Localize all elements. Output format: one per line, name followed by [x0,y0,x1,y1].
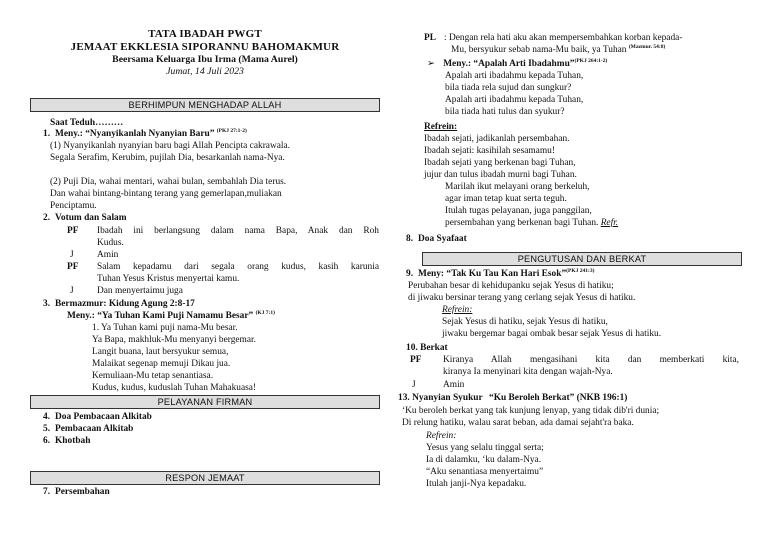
role-label: J [70,286,74,296]
lyric-line: ‘Ku beroleh berkat yang tak kunjung lenyap, yang tidak dib'ri dunia; [402,406,660,416]
lyric-line: Langit buana, laut bersyukur semua, [92,347,229,357]
item-number: 9. [406,269,414,279]
lyric-line: bila tiada hati tulus dan syukur? [445,107,565,117]
doc-title-line2: JEMAAT EKKLESIA SIPORANNU BAHOMAKMUR [70,41,340,53]
item-title: Persembahan [55,487,110,497]
item-number: 3. [43,299,51,309]
lyric-line: 1. Ya Tuhan kami puji nama-Mu besar. [92,323,238,333]
refrein-label: Refrein: [442,305,473,315]
item-number: 2. [43,213,51,223]
role-label: PF [410,355,422,365]
item-title: Nyanyian Syukur [412,393,483,403]
song-reference: (PKJ 241:3) [566,268,595,274]
song-title: Meny.: “Nyanyikanlah Nyanyian Baru” [55,129,215,139]
song-title: Meny.: “Apalah Arti Ibadahmu” [443,59,575,69]
lyric-line: Kudus, kudus, kuduslah Tuhan Mahakuasa! [92,383,257,393]
lyric-line: Perubahan besar di kehidupanku sejak Yesus di hatiku; [408,281,614,291]
lyric-line: Itulah janji-Nya kepadaku. [426,479,527,489]
item-title: Votum dan Salam [55,213,127,223]
item-1 [43,129,247,141]
saat-teduh: Saat Teduh……… [50,118,124,128]
item-number: 6. [43,436,51,446]
song-title: “Ku Beroleh Berkat” (NKB 196:1) [489,393,628,403]
liturgy-line: Kudus. [97,238,124,248]
section-header-respon: RESPON JEMAAT [30,471,380,485]
item-13 [398,393,627,405]
song-title: Meny: “Tak Ku Tau Kan Hari Esok” [418,269,567,279]
role-label: PF [67,262,79,272]
item-7 [43,487,110,499]
refrein-label: Refrein: [424,122,458,132]
item-title: Berkat [420,343,448,353]
item-10 [406,343,448,355]
lyric-line: Ia di dalamku, ‘ku dalam-Nya. [426,455,542,465]
lyric-line: Yesus yang selalu tinggal serta; [426,443,544,453]
item-title: Pembacaan Alkitab [55,424,134,434]
refrein-label: Refrein: [426,431,457,441]
item-number: 10. [406,343,418,353]
doc-subtitle: Beersama Keluarga Ibu Irma (Mama Aurel) [112,54,298,65]
item-title: Doa Pembacaan Alkitab [55,412,152,422]
doc-title-line1: TATA IBADAH PWGT [148,28,262,40]
item-title: Doa Syafaat [418,234,467,244]
lyric-line: jujur dan tulus ibadah murni bagi Tuhan. [424,170,577,180]
song-title: Meny.: “Ya Tuhan Kami Puji Namamu Besar” [67,311,254,321]
liturgy-line: Amin [97,250,119,260]
section-header-pelayanan: PELAYANAN FIRMAN [30,395,380,409]
lyric-line: Apalah arti ibadahmu kepada Tuhan, [445,71,584,81]
song-heading [427,59,607,71]
lyric-line: Marilah ikut melayani orang berkeluh, [445,182,590,192]
item-number: 8. [406,234,414,244]
song-reference: (PKJ 27:1-2) [216,128,247,134]
lyric-text: persembahan yang berkenan bagi Tuhan. [445,218,599,228]
liturgy-line: : Dengan rela hati aku akan mempersembahkan korban kepada- [444,33,683,43]
liturgy-text: Mu, bersyukur sebab nama-Mu baik, ya Tuhan [451,45,627,55]
lyric-line: Ibadah sejati: kasihilah sesamamu! [424,146,555,156]
lyric-line: Itulah tugas pelayanan, juga panggilan, [445,206,592,216]
scripture-reference: (Mazmur. 54:8) [628,44,666,50]
item-title: Khotbah [55,436,91,446]
section-header-pengutusan: PENGUTUSAN DAN BERKAT [422,252,742,266]
item-title: Bermazmur: Kidung Agung 2:8-17 [55,299,195,309]
lyric-line: jiwaku bergemar bagai ombak besar sejak Yesus di hatiku. [442,329,662,339]
lyric-line: (1) Nyanyikanlah nyanyian baru bagi Allah Pencipta cakrawala. [50,141,291,151]
song-heading [67,311,275,323]
doc-date: Jumat, 14 Juli 2023 [166,66,244,77]
lyric-line [445,218,618,230]
lyric-line: Ibadah sejati yang berkenan bagi Tuhan, [424,158,576,168]
lyric-line: Penciptamu. [50,201,97,211]
lyric-line: Kemuliaan-Mu tetap senantiasa. [92,371,214,381]
song-reference: (KJ 7:1) [255,310,275,316]
item-9 [406,269,594,281]
liturgy-line: Amin [443,380,465,390]
item-number: 1. [43,129,51,139]
lyric-line: Ibadah sejati, jadikanlah persembahan. [424,134,570,144]
item-number: 13. [398,393,410,403]
lyric-line: bila tiada rela sujud dan sungkur? [445,83,572,93]
lyric-line: agar iman tetap kuat serta teguh. [445,194,567,204]
lyric-line: Sejak Yesus di hatiku, sejak Yesus di hatiku, [442,317,608,327]
item-3 [43,299,195,311]
lyric-line: Malaikat segenap memuji Dikau jua. [92,359,231,369]
liturgy-line: Salam kepadamu dari segala orang kudus, kasih karunia [97,262,379,272]
lyric-line: (2) Puji Dia, wahai mentari, wahai bulan, sembahlah Dia terus. [50,177,287,187]
item-number: 5. [43,424,51,434]
song-reference: (PKJ 264:1-2) [574,58,608,64]
liturgy-line: kiranya Ia menyinari kita dengan wajah-Nya. [443,367,613,377]
liturgy-line: Kiranya Allah mengasihani kita dan memberkati kita, [443,355,739,365]
item-2 [43,213,127,225]
item-number: 4. [43,412,51,422]
item-5 [43,424,133,436]
role-label: J [70,250,74,260]
lyric-line: Segala Serafim, Kerubim, pujilah Dia, besarkanlah nama-Nya. [50,153,285,163]
lyric-line: di jiwaku bersinar terang yang cerlang sejak Yesus di hatiku. [408,293,636,303]
role-label: PF [67,226,79,236]
role-label: PL [424,33,436,43]
liturgy-line: Ibadah ini berlangsung dalam nama Bapa, Anak dan Roh [97,226,379,236]
lyric-line: Ya Bapa, makhluk-Mu menyanyi bergemar. [92,335,256,345]
lyric-line: Dan wahai bintang-bintang terang yang gemerlapan,muliakan [50,189,282,199]
item-number: 7. [43,487,51,497]
liturgy-line [451,45,665,57]
item-6 [43,436,90,448]
lyric-line: “Aku senantiasa menyertaimu” [426,467,544,477]
liturgy-line: Tuhan Yesus Kristus menyertai kamu. [97,274,240,284]
section-header-berhimpun: BERHIMPUN MENGHADAP ALLAH [30,98,380,112]
item-8 [406,234,467,246]
lyric-line: Apalah arti ibadahmu kepada Tuhan, [445,95,584,105]
arrow-bullet-icon: ➢ [427,59,435,69]
refrain-marker: Refr. [600,218,619,228]
lyric-line: Di relung hatiku, walau sarat beban, ada damai sejaht'ra baka. [402,418,634,428]
role-label: J [412,380,416,390]
item-4 [43,412,152,424]
liturgy-line: Dan menyertaimu juga [97,286,183,296]
